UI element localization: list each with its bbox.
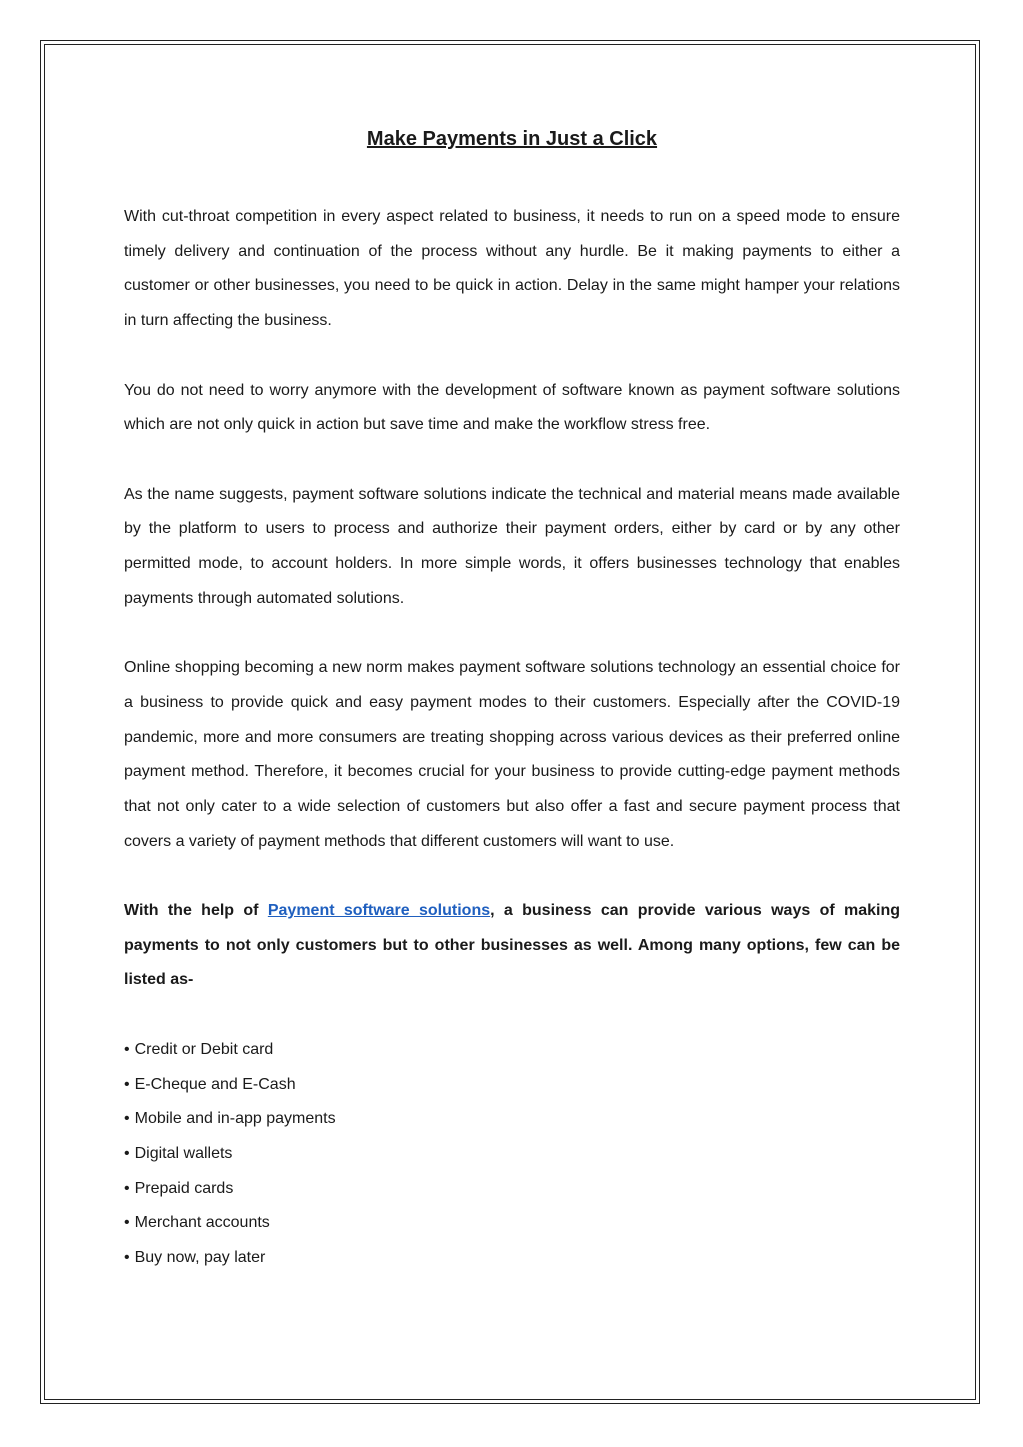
paragraph-intro: With cut-throat competition in every aspect related to business, it needs to run on a speed mode to ensure timely delivery and continuation of the process without any hurdle. Be it making payments to either a customer or other businesses, you need to be quick in action. Delay in the same might hamper your relations in turn affecting the business. [124, 208, 900, 330]
highlight-prefix: With the help of [124, 902, 268, 919]
list-item: • Mobile and in-app payments [124, 1102, 900, 1137]
paragraph-software: You do not need to worry anymore with the development of software known as payment software solutions which are not only quick in action but save time and make the workflow stress free. [124, 381, 900, 434]
payment-software-link[interactable]: Payment software solutions [267, 902, 491, 919]
list-item: • Digital wallets [124, 1137, 900, 1172]
payment-options-list [124, 1033, 900, 1276]
document-content [124, 124, 900, 1276]
list-item: • Merchant accounts [124, 1206, 900, 1241]
list-item: • Buy now, pay later [124, 1241, 900, 1276]
list-item: • E-Cheque and E-Cash [124, 1068, 900, 1103]
list-item: • Prepaid cards [124, 1172, 900, 1207]
list-item: • Credit or Debit card [124, 1033, 900, 1068]
paragraph-highlight [124, 894, 900, 998]
page-title: Make Payments in Just a Click [366, 128, 658, 150]
highlight-suffix: , a business can provide various ways of making payments to not only customers but to other businesses as well. Among many options, few can be listed as- [124, 902, 901, 989]
paragraph-definition: As the name suggests, payment software solutions indicate the technical and material means made available by the platform to users to process and authorize their payment orders, either by card or by any other permitted mode, to account holders. In more simple words, it offers businesses technology that enables payments through automated solutions. [124, 485, 900, 607]
paragraph-online-shopping: Online shopping becoming a new norm makes payment software solutions technology an essential choice for a business to provide quick and easy payment modes to their customers. Especially after the COVID-19 pandemic, more and more consumers are treating shopping across various devices as their preferred online payment method. Therefore, it becomes crucial for your business to provide cutting-edge payment methods that not only cater to a wide selection of customers but also offer a fast and secure payment process that covers a variety of payment methods that different customers will want to use. [124, 659, 900, 850]
